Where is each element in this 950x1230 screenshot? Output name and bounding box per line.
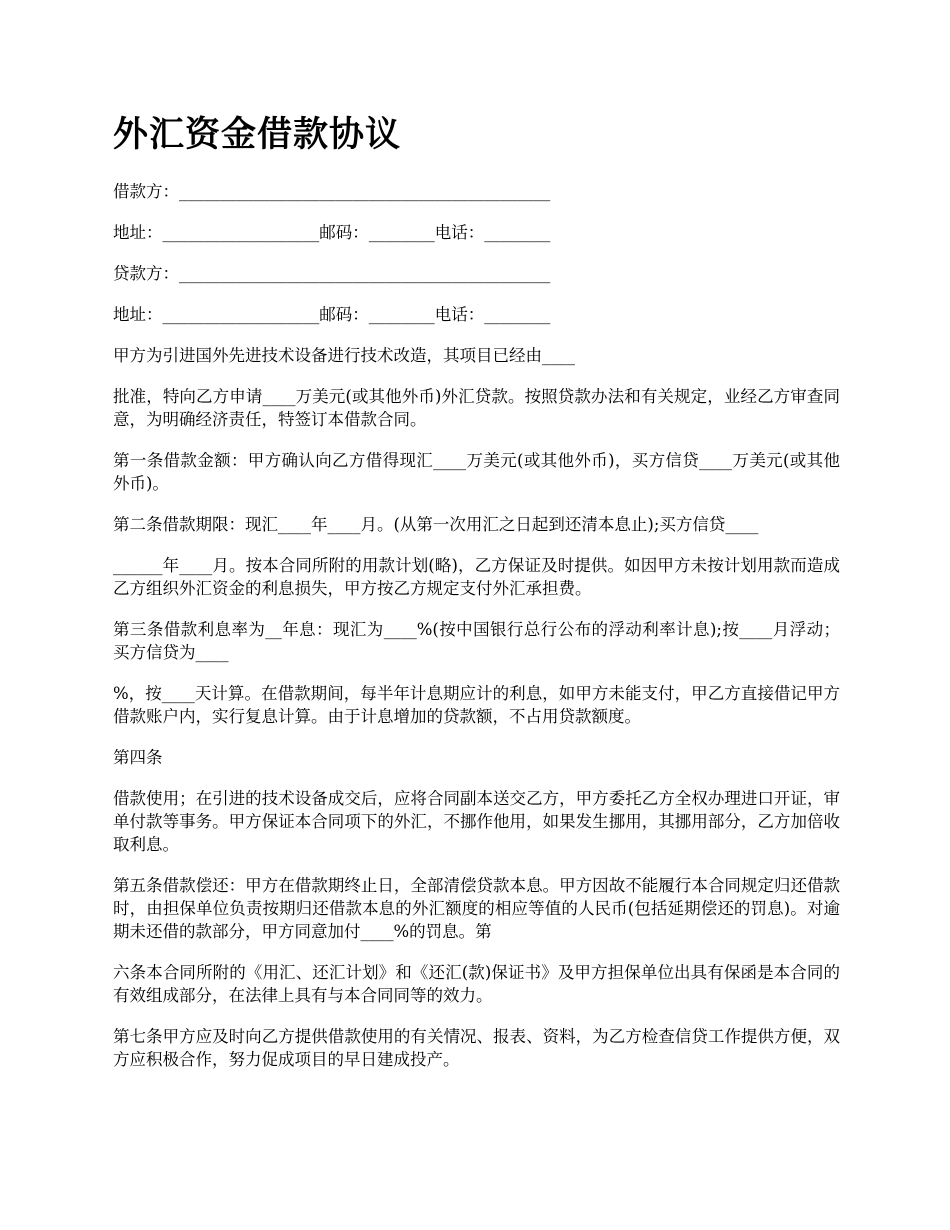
paragraph-article-3-continued: %，按____天计算。在借款期间，每半年计息期应计的利息，如甲方未能支付，甲乙方直接借记甲方借款账户内，实行复息计算。由于计息增加的贷款额，不占用贷款额度。 bbox=[113, 684, 840, 726]
paragraph-loan-application: 批准，特向乙方申请____万美元(或其他外币)外汇贷款。按照贷款办法和有关规定，业经乙方审查同意，为明确经济责任，特签订本借款合同。 bbox=[113, 387, 840, 429]
borrower-address-field: 地址：___________________邮码：________电话：________ bbox=[113, 223, 551, 242]
document-page bbox=[113, 112, 840, 1089]
paragraph-project-approval: 甲方为引进国外先进技术设备进行技术改造，其项目已经由____ bbox=[113, 346, 575, 365]
paragraph-article-4-heading: 第四条 bbox=[113, 748, 163, 767]
document-title: 外汇资金借款协议 bbox=[113, 115, 402, 155]
paragraph-article-6-attachments: 六条本合同所附的《用汇、还汇计划》和《还汇(款)保证书》及甲方担保单位出具有保函是本合同的有效组成部分，在法律上具有与本合同同等的效力。 bbox=[113, 963, 840, 1005]
paragraph-article-2-continued: ______年____月。按本合同所附的用款计划(略)，乙方保证及时提供。如因甲方未按计划用款而造成乙方组织外汇资金的利息损失，甲方按乙方规定支付外汇承担费。 bbox=[113, 556, 840, 598]
paragraph-article-4-usage: 借款使用；在引进的技术设备成交后，应将合同副本送交乙方，甲方委托乙方全权办理进口开证，审单付款等事务。甲方保证本合同项下的外汇，不挪作他用，如果发生挪用，其挪用部分，乙方加倍收取利息。 bbox=[113, 789, 840, 854]
paragraph-article-1-amount: 第一条借款金额：甲方确认向乙方借得现汇____万美元(或其他外币)，买方信贷____万美元(或其他外币)。 bbox=[113, 451, 840, 493]
lender-field: 贷款方：_____________________________________________ bbox=[113, 264, 551, 283]
paragraph-article-7-reporting: 第七条甲方应及时向乙方提供借款使用的有关情况、报表、资料，为乙方检查信贷工作提供方便，双方应积极合作，努力促成项目的早日建成投产。 bbox=[113, 1027, 840, 1069]
paragraph-article-5-repayment: 第五条借款偿还：甲方在借款期终止日，全部清偿贷款本息。甲方因故不能履行本合同规定归还借款时，由担保单位负责按期归还借款本息的外汇额度的相应等值的人民币(包括延期偿还的罚息)。对逾期未还借的款部分，甲方同意加付____%的罚息。第 bbox=[113, 876, 840, 941]
lender-address-field: 地址：___________________邮码：________电话：________ bbox=[113, 305, 551, 324]
borrower-field: 借款方：_____________________________________________ bbox=[113, 182, 551, 201]
paragraph-article-2-term: 第二条借款期限：现汇____年____月。(从第一次用汇之日起到还清本息止);买方信贷____ bbox=[113, 515, 759, 534]
paragraph-article-3-interest: 第三条借款利息率为__年息：现汇为____%(按中国银行总行公布的浮动利率计息);按____月浮动；买方信贷为____ bbox=[113, 620, 840, 662]
